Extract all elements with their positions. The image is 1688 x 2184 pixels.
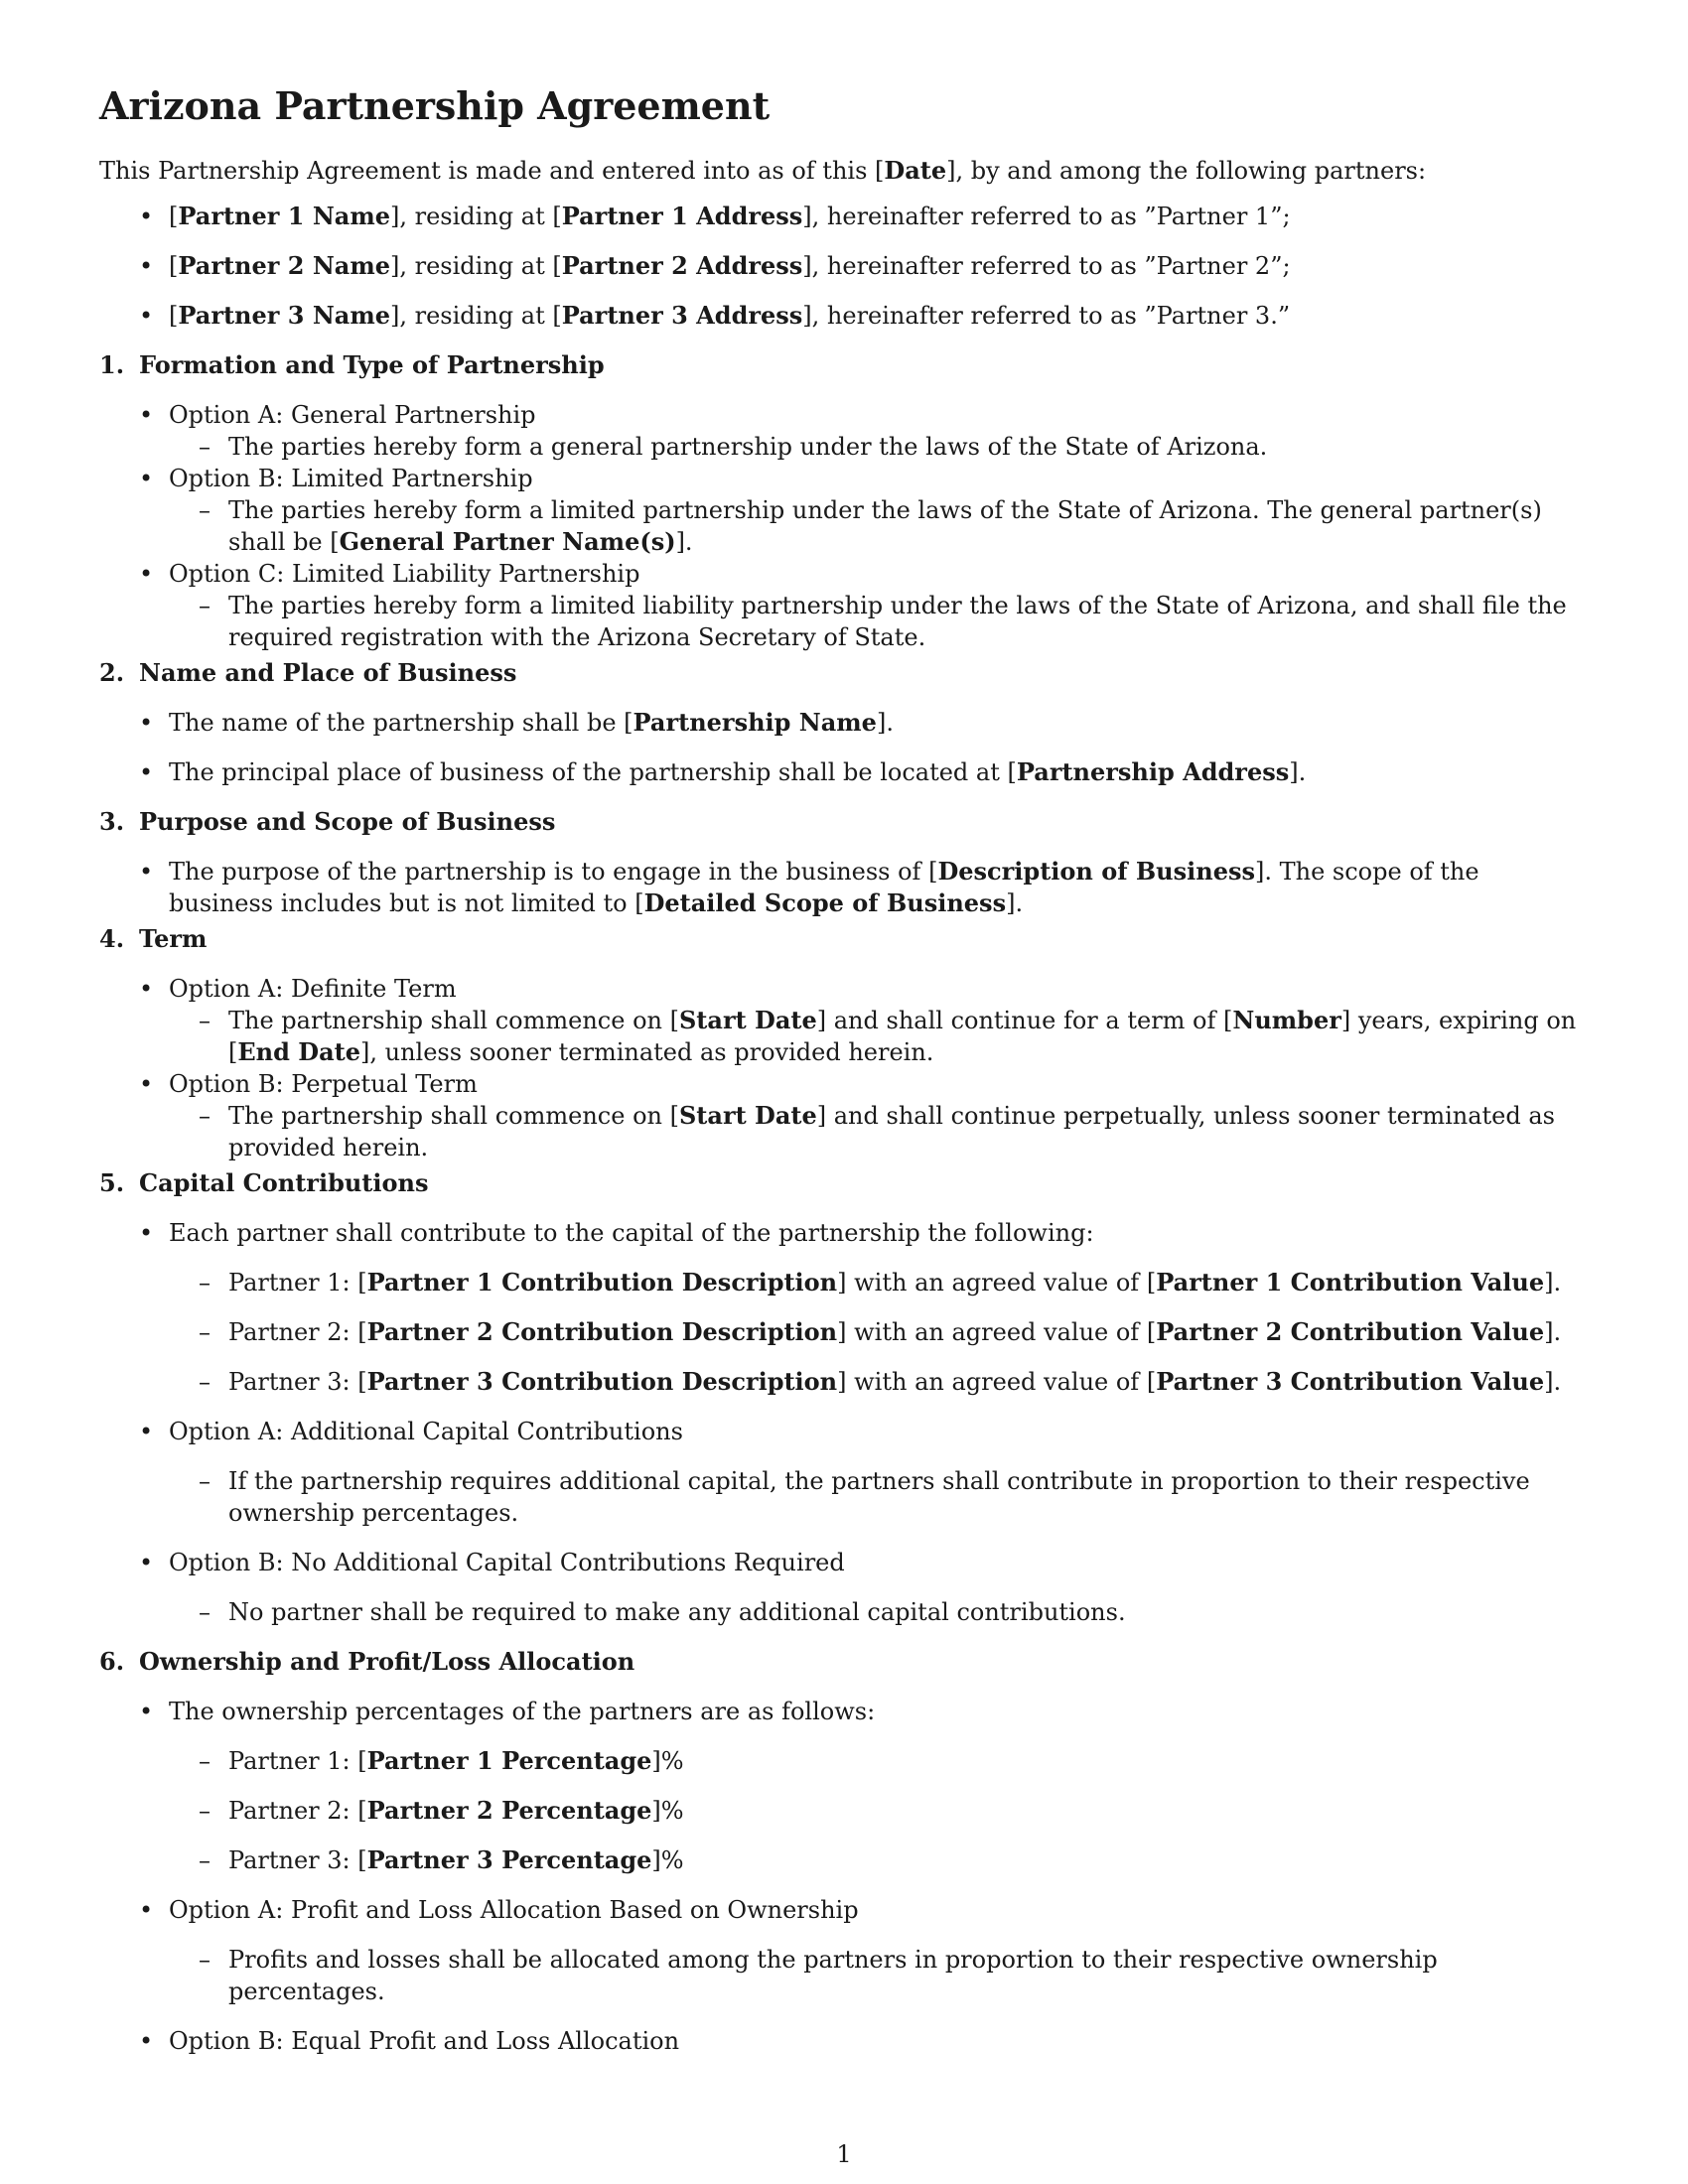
list-item: – Partner 3: [Partner 3 Percentage]%	[99, 1844, 1589, 1876]
date-placeholder: Date	[884, 155, 947, 185]
list-item: • The name of the partnership shall be [Partnership Name].	[99, 707, 1589, 739]
section-heading-formation: 1. Formation and Type of Partnership	[99, 349, 605, 379]
list-item: – Partner 3: [Partner 3 Contribution Description] with an agreed value of [Partner 3 Contribution Value].	[99, 1366, 1589, 1398]
formation-options	[99, 399, 1589, 653]
capital-list	[99, 1217, 1589, 1628]
section-heading-term: 4. Term	[99, 923, 208, 953]
list-item: • Option B: Equal Profit and Loss Allocation	[99, 2025, 1589, 2057]
list-item: • [Partner 1 Name], residing at [Partner 1 Address], hereinafter referred to as ”Partner 1”;	[99, 201, 1589, 232]
list-item: – The partnership shall commence on [Start Date] and shall continue for a term of [Number] years, expiring on [End Date], unless sooner terminated as provided herein.	[99, 1005, 1589, 1068]
document-title: Arizona Partnership Agreement	[99, 83, 771, 128]
page-number: 1	[836, 2140, 852, 2168]
purpose-list	[99, 856, 1589, 919]
list-item: • Option A: Definite Term – The partnership shall commence on [Start Date] and shall continue for a term of [Number] years, expiring on [End Date], unless sooner terminated as provided herein.	[99, 973, 1589, 1068]
list-item: – The parties hereby form a limited liability partnership under the laws of the State of Arizona, and shall file the required registration with the Arizona Secretary of State.	[99, 590, 1589, 653]
list-item: – Profits and losses shall be allocated among the partners in proportion to their respective ownership percentages.	[99, 1944, 1589, 2007]
list-item: • Option B: Perpetual Term – The partnership shall commence on [Start Date] and shall continue perpetually, unless sooner terminated as provided herein.	[99, 1068, 1589, 1163]
list-item: • Option A: Additional Capital Contributions – If the partnership requires additional capital, the partners shall contribute in proportion to their respective ownership percentages.	[99, 1416, 1589, 1529]
list-item: – The parties hereby form a limited partnership under the laws of the State of Arizona. The general partner(s) shall be [General Partner Name(s)].	[99, 494, 1589, 558]
list-item: • The purpose of the partnership is to engage in the business of [Description of Business]. The scope of the business includes but is not limited to [Detailed Scope of Business].	[99, 856, 1589, 919]
ownership-list	[99, 1696, 1589, 2057]
list-item: – Partner 2: [Partner 2 Percentage]%	[99, 1795, 1589, 1827]
list-item: • Each partner shall contribute to the capital of the partnership the following: – Partner 1: [Partner 1 Contribution Description] with an agreed value of [Partner 1 Contribution Value]. – Partner 2: [Partner 2 Contribution Description] with an agreed value of [Partner 2 Contribution Value]. – Partner 3: [Partner 3 Contribution Description] with an agreed value of [Partner 3 Contribution Value].	[99, 1217, 1589, 1398]
list-item: – The parties hereby form a general partnership under the laws of the State of Arizona.	[99, 431, 1589, 463]
intro-paragraph: This Partnership Agreement is made and entered into as of this [Date], by and among the following partners:	[99, 155, 1427, 185]
name-place-list	[99, 707, 1589, 788]
list-item: – Partner 1: [Partner 1 Percentage]%	[99, 1745, 1589, 1777]
list-item: – No partner shall be required to make any additional capital contributions.	[99, 1596, 1589, 1628]
list-item: • The principal place of business of the partnership shall be located at [Partnership Address].	[99, 756, 1589, 788]
list-item: – If the partnership requires additional capital, the partners shall contribute in proportion to their respective ownership percentages.	[99, 1465, 1589, 1529]
list-item: • [Partner 2 Name], residing at [Partner 2 Address], hereinafter referred to as ”Partner 2”;	[99, 250, 1589, 282]
list-item: • Option B: Limited Partnership – The parties hereby form a limited partnership under the laws of the State of Arizona. The general partner(s) shall be [General Partner Name(s)].	[99, 463, 1589, 558]
list-item: • The ownership percentages of the partners are as follows: – Partner 1: [Partner 1 Percentage]% – Partner 2: [Partner 2 Percentage]% – Partner 3: [Partner 3 Percentage]%	[99, 1696, 1589, 1876]
list-item: • [Partner 3 Name], residing at [Partner 3 Address], hereinafter referred to as ”Partner 3.”	[99, 300, 1589, 332]
partner-list	[99, 201, 1589, 332]
term-options	[99, 973, 1589, 1163]
section-heading-ownership: 6. Ownership and Profit/Loss Allocation	[99, 1646, 635, 1676]
section-heading-capital: 5. Capital Contributions	[99, 1167, 429, 1197]
list-item: – The partnership shall commence on [Start Date] and shall continue perpetually, unless sooner terminated as provided herein.	[99, 1100, 1589, 1163]
list-item: – Partner 2: [Partner 2 Contribution Description] with an agreed value of [Partner 2 Contribution Value].	[99, 1316, 1589, 1348]
list-item: • Option C: Limited Liability Partnership – The parties hereby form a limited liability partnership under the laws of the State of Arizona, and shall file the required registration with the Arizona Secretary of State.	[99, 558, 1589, 653]
list-item: • Option B: No Additional Capital Contributions Required – No partner shall be required to make any additional capital contributions.	[99, 1547, 1589, 1628]
list-item: • Option A: Profit and Loss Allocation Based on Ownership – Profits and losses shall be allocated among the partners in proportion to their respective ownership percentages.	[99, 1894, 1589, 2007]
section-heading-name-place: 2. Name and Place of Business	[99, 657, 517, 687]
list-item: – Partner 1: [Partner 1 Contribution Description] with an agreed value of [Partner 1 Contribution Value].	[99, 1267, 1589, 1298]
section-heading-purpose: 3. Purpose and Scope of Business	[99, 806, 556, 836]
list-item: • Option A: General Partnership – The parties hereby form a general partnership under the laws of the State of Arizona.	[99, 399, 1589, 463]
